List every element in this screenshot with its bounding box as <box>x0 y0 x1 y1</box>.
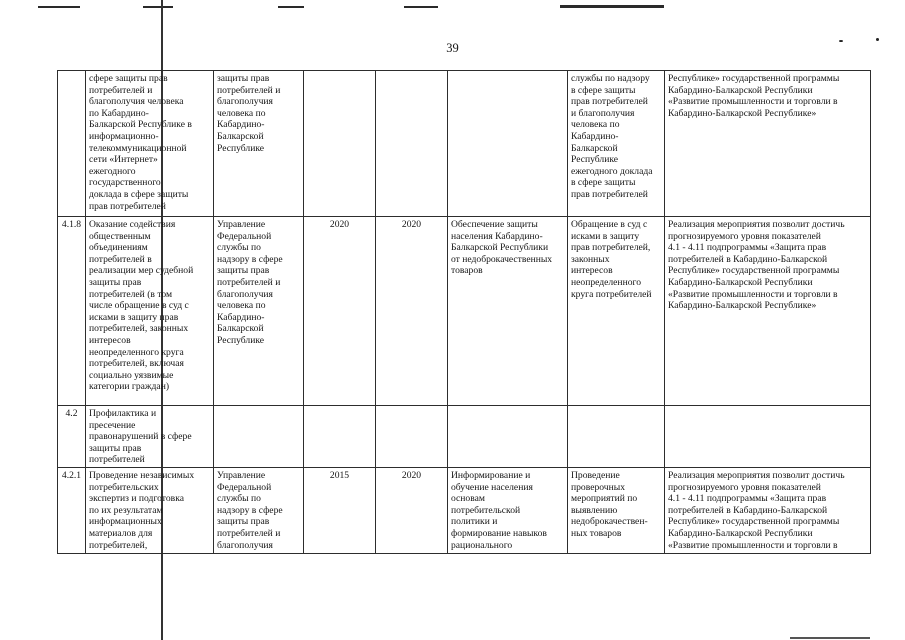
activity-name: Профилактика и пресечение правонарушений в сфере защиты прав потребителей <box>86 406 214 468</box>
activity-name: Оказание содействия общественным объединениям потребителей в реализации мер судебной защиты прав потребителей (в том числе обращение в суд с исками в защиту прав потребителей, законных интересов неопределенного круга потребителей, включая социально уязвимые категории граждан) <box>86 217 214 406</box>
expected-result: Информирование и обучение населения основам потребительской политики и формирование навыков рационального <box>448 467 568 553</box>
indicator-link: Реализация мероприятия позволит достичь прогнозируемого уровня показателей 4.1 - 4.11 подпрограммы «Защита прав потребителей в Кабардино-Балкарской Республике» государственной программы Кабардино-Балкарской Республики «Развитие промышленности и торговли в Кабардино-Балкарской Республике» <box>665 217 871 406</box>
item-number: 4.2 <box>58 406 86 468</box>
responsible-executor: Управление Федеральной службы по надзору в сфере защиты прав потребителей и благополучия человека по Кабардино- Балкарской Республике <box>214 217 304 406</box>
program-activities-table <box>57 70 871 554</box>
scan-artifact-top-2 <box>143 6 173 8</box>
scan-artifact-top-4 <box>404 6 438 8</box>
table-row <box>58 406 871 468</box>
start-year: 2020 <box>304 217 376 406</box>
scan-artifact-bottom <box>790 637 870 639</box>
end-year <box>376 406 448 468</box>
scan-artifact-top-1 <box>38 6 80 8</box>
item-number: 4.2.1 <box>58 467 86 553</box>
table-row <box>58 217 871 406</box>
responsible-executor <box>214 406 304 468</box>
scan-artifact-top-3 <box>278 6 304 8</box>
expected-result <box>448 406 568 468</box>
main-directions: Проведение проверочных мероприятий по выявлению недоброкачествен- ных товаров <box>568 467 665 553</box>
main-directions: Обращение в суд с исками в защиту прав потребителей, законных интересов неопределенного круга потребителей <box>568 217 665 406</box>
expected-result: Обеспечение защиты населения Кабардино- Балкарской Республики от недоброкачественных товаров <box>448 217 568 406</box>
main-directions <box>568 406 665 468</box>
item-number <box>58 71 86 217</box>
start-year <box>304 71 376 217</box>
end-year: 2020 <box>376 217 448 406</box>
indicator-link <box>665 406 871 468</box>
page-number: 39 <box>446 41 459 55</box>
responsible-executor: защиты прав потребителей и благополучия человека по Кабардино- Балкарской Республике <box>214 71 304 217</box>
table-row <box>58 71 871 217</box>
indicator-link: Реализация мероприятия позволит достичь прогнозируемого уровня показателей 4.1 - 4.11 подпрограммы «Защита прав потребителей в Кабардино-Балкарской Республике» государственной программы Кабардино-Балкарской Республики «Развитие промышленности и торговли в <box>665 467 871 553</box>
activity-name: сфере защиты прав потребителей и благополучия человека по Кабардино- Балкарской Республике в информационно- телекоммуникационной сети «Интернет» ежегодного государственного доклада в сфере защиты прав потребителей <box>86 71 214 217</box>
table-row <box>58 467 871 553</box>
indicator-link: Республике» государственной программы Кабардино-Балкарской Республики «Развитие промышленности и торговли в Кабардино-Балкарской Республике» <box>665 71 871 217</box>
end-year <box>376 71 448 217</box>
scan-artifact-top-5 <box>560 5 664 8</box>
start-year <box>304 406 376 468</box>
end-year: 2020 <box>376 467 448 553</box>
main-directions: службы по надзору в сфере защиты прав потребителей и благополучия человека по Кабардино- Балкарской Республике ежегодного доклада в сфере защиты прав потребителей <box>568 71 665 217</box>
item-number: 4.1.8 <box>58 217 86 406</box>
start-year: 2015 <box>304 467 376 553</box>
expected-result <box>448 71 568 217</box>
responsible-executor: Управление Федеральной службы по надзору в сфере защиты прав потребителей и благополучия <box>214 467 304 553</box>
activity-name: Проведение независимых потребительских экспертиз и подготовка по их результатам информационных материалов для потребителей, <box>86 467 214 553</box>
